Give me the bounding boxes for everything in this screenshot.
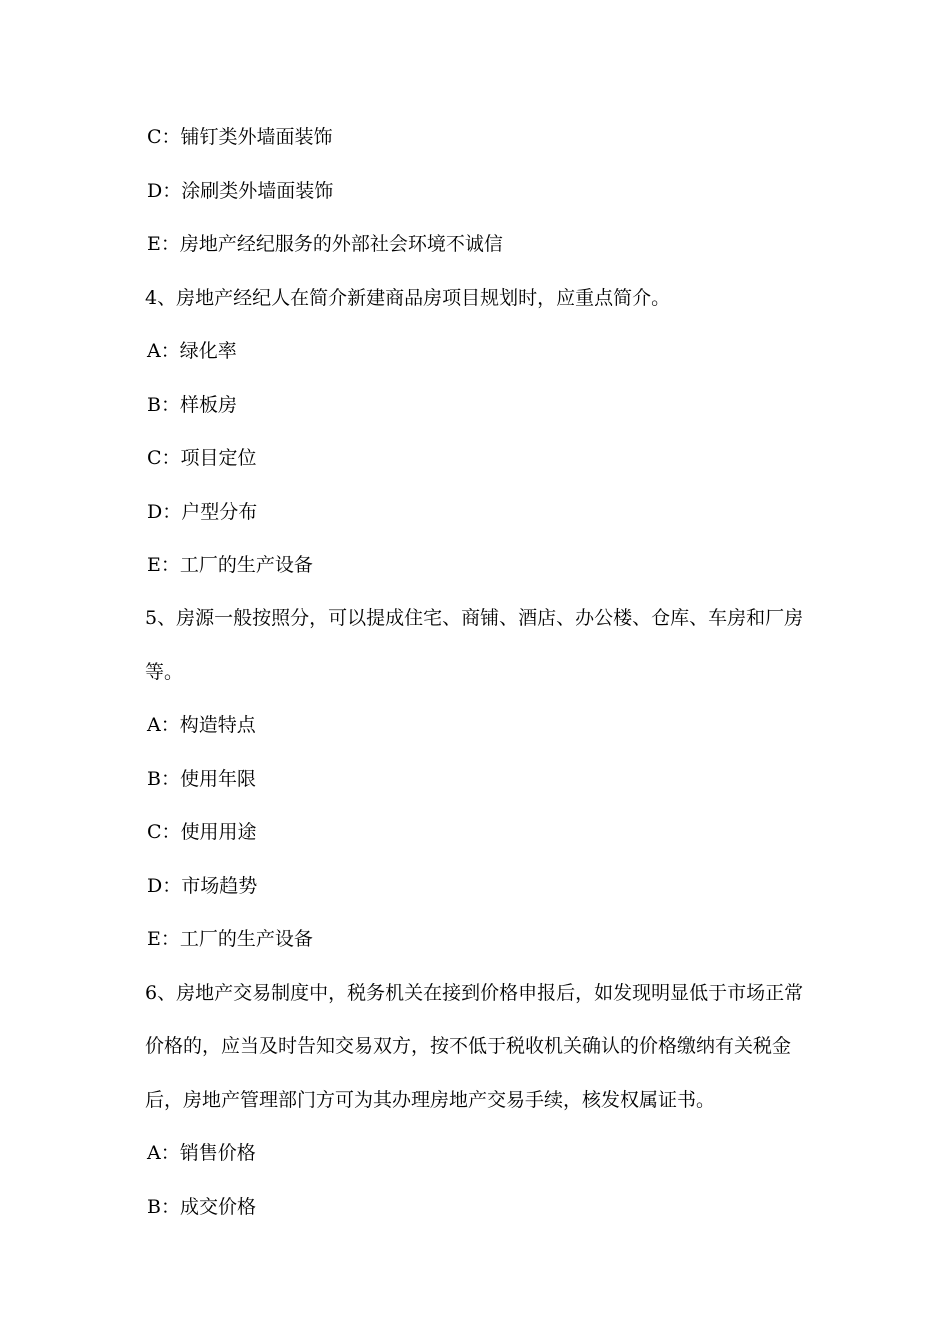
option-e-q5: E：工厂的生产设备 (147, 928, 313, 950)
option-d-q3: D：涂刷类外墙面装饰 (147, 180, 334, 202)
option-e-q3: E：房地产经纪服务的外部社会环境不诚信 (147, 233, 503, 255)
option-a-q5: A：构造特点 (147, 714, 256, 736)
option-c-q4: C：项目定位 (147, 447, 257, 469)
question-4: 4、房地产经纪人在简介新建商品房项目规划时，应重点简介。 (145, 287, 671, 309)
option-d-q5: D：市场趋势 (147, 875, 258, 897)
option-c-q3: C：铺钉类外墙面装饰 (147, 126, 333, 148)
option-b-q4: B：样板房 (147, 394, 237, 416)
option-b-q6: B：成交价格 (147, 1196, 256, 1218)
option-a-q6: A：销售价格 (147, 1142, 256, 1164)
option-a-q4: A：绿化率 (147, 340, 237, 362)
question-5-line-2: 等。 (145, 661, 184, 683)
option-c-q5: C：使用用途 (147, 821, 257, 843)
question-6-line-3: 后，房地产管理部门方可为其办理房地产交易手续，核发权属证书。 (145, 1089, 716, 1111)
question-6-line-1: 6、房地产交易制度中，税务机关在接到价格申报后，如发现明显低于市场正常 (145, 982, 804, 1004)
question-6-line-2: 价格的，应当及时告知交易双方，按不低于税收机关确认的价格缴纳有关税金 (145, 1035, 792, 1057)
option-d-q4: D：户型分布 (147, 501, 258, 523)
option-e-q4: E：工厂的生产设备 (147, 554, 313, 576)
question-5-line-1: 5、房源一般按照分，可以提成住宅、商铺、酒店、办公楼、仓库、车房和厂房 (145, 607, 804, 629)
option-b-q5: B：使用年限 (147, 768, 256, 790)
